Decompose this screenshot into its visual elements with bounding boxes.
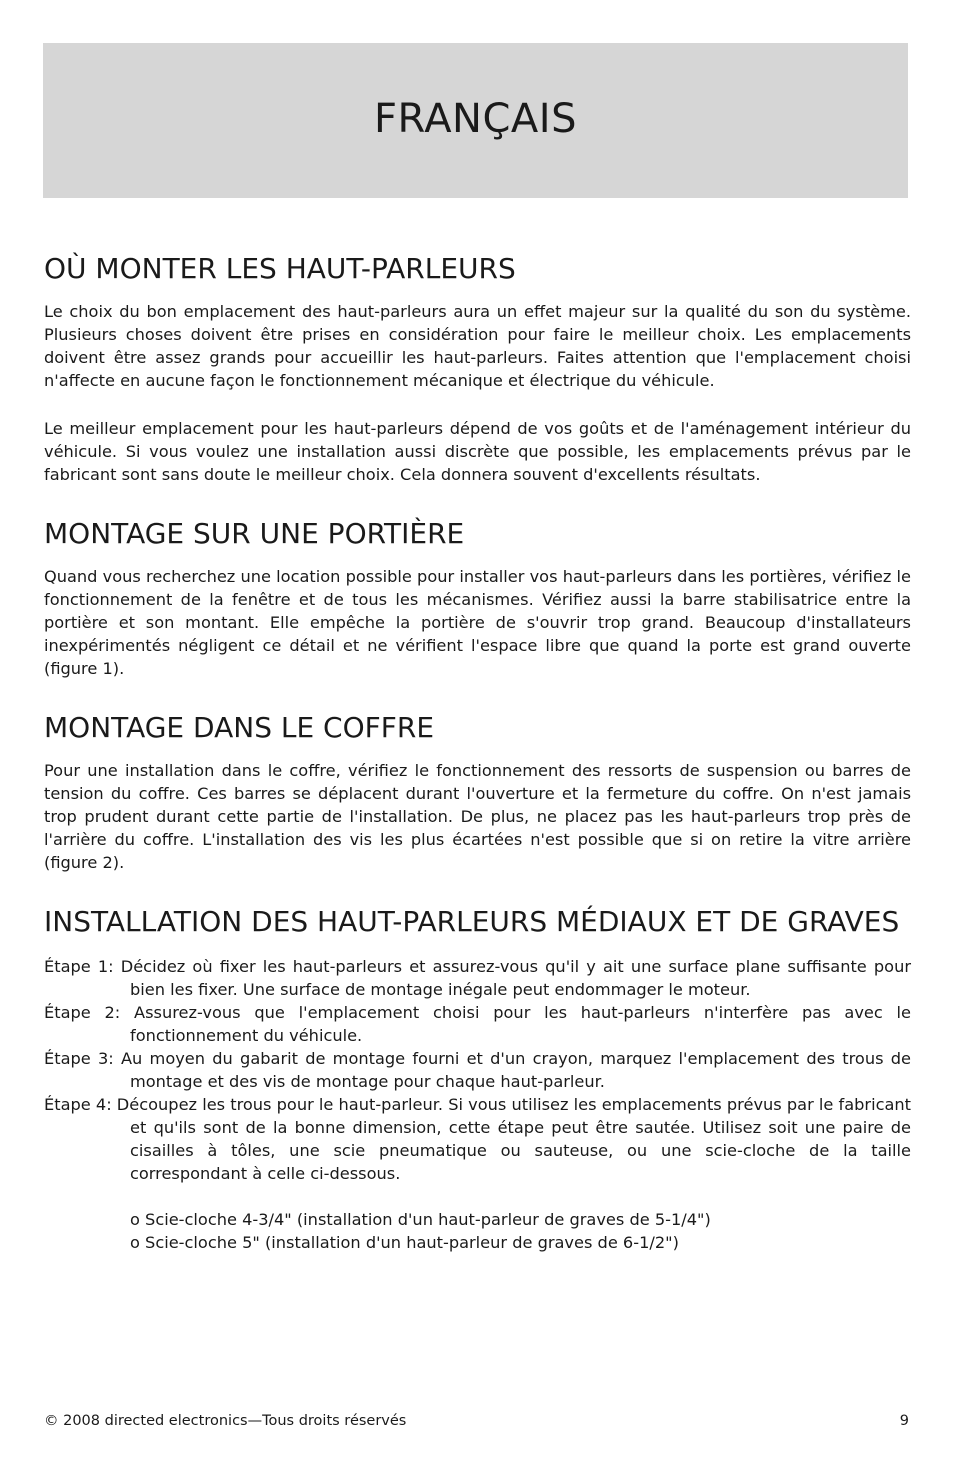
header-banner xyxy=(43,43,908,198)
hole-saw-list xyxy=(44,1208,911,1254)
section-ou-monter xyxy=(44,250,911,486)
page-content xyxy=(44,250,911,1254)
page-number: 9 xyxy=(899,1413,909,1429)
paragraph: Le meilleur emplacement pour les haut-parleurs dépend de vos goûts et de l'aménagement intérieur du véhicule. Si vous voulez une installation aussi discrète que possible, les emplacements prévus par le fabricant sont sans doute le meilleur choix. Cela donnera souvent d'excellents résultats. xyxy=(44,419,911,484)
section-heading: INSTALLATION DES HAUT-PARLEURS MÉDIAUX ET DE GRAVES xyxy=(44,905,900,938)
page-title: FRANÇAIS xyxy=(374,96,577,142)
section-montage-portiere xyxy=(44,515,911,680)
steps-list xyxy=(44,955,911,1185)
step-item: Étape 2: Assurez-vous que l'emplacement choisi pour les haut-parleurs n'interfère pas avec le fonctionnement du véhicule. xyxy=(44,1003,911,1045)
paragraph: Pour une installation dans le coffre, vérifiez le fonctionnement des ressorts de suspension ou barres de tension du coffre. Ces barres se déplacent durant l'ouverture et la fermeture du coffre. On n'est jamais trop prudent durant cette partie de l'installation. De plus, ne placez pas les haut-parleurs trop près de l'arrière du coffre. L'installation des vis les plus écartées n'est possible que si on retire la vitre arrière (figure 2). xyxy=(44,761,911,872)
paragraph: Quand vous recherchez une location possible pour installer vos haut-parleurs dans les portières, vérifiez le fonctionnement de la fenêtre et de tous les mécanismes. Vérifiez aussi la barre stabilisatrice entre la portière et son montant. Elle empêche la portière de s'ouvrir trop grand. Beaucoup d'installateurs inexpérimentés négligent ce détail et ne vérifient l'espace libre que quand la porte est grand ouverte (figure 1). xyxy=(44,567,911,678)
section-heading: MONTAGE DANS LE COFFRE xyxy=(44,711,435,744)
step-item: Étape 1: Décidez où fixer les haut-parleurs et assurez-vous qu'il y ait une surface plane suffisante pour bien les fixer. Une surface de montage inégale peut endommager le moteur. xyxy=(44,957,911,999)
step-item: Étape 3: Au moyen du gabarit de montage fourni et d'un crayon, marquez l'emplacement des trous de montage et des vis de montage pour chaque haut-parleur. xyxy=(44,1049,911,1091)
section-heading: OÙ MONTER LES HAUT-PARLEURS xyxy=(44,252,516,285)
page-footer xyxy=(44,1411,909,1431)
list-item: o Scie-cloche 4-3/4" (installation d'un haut-parleur de graves de 5-1/4") xyxy=(130,1210,711,1229)
section-montage-coffre xyxy=(44,709,911,874)
list-item: o Scie-cloche 5" (installation d'un haut-parleur de graves de 6-1/2") xyxy=(130,1233,679,1252)
step-item: Étape 4: Découpez les trous pour le haut-parleur. Si vous utilisez les emplacements prévus par le fabricant et qu'ils sont de la bonne dimension, cette étape peut être sautée. Utilisez soit une paire de cisailles à tôles, une scie pneumatique ou sauteuse, ou une scie-cloche de la taille correspondant à celle ci-dessous. xyxy=(44,1095,911,1183)
copyright-text: © 2008 directed electronics—Tous droits réservés xyxy=(44,1413,407,1429)
section-installation xyxy=(44,903,911,1254)
paragraph: Le choix du bon emplacement des haut-parleurs aura un effet majeur sur la qualité du son du système. Plusieurs choses doivent être prises en considération pour faire le meilleur choix. Les emplacements doivent être assez grands pour accueillir les haut-parleurs. Faites attention que l'emplacement choisi n'affecte en aucune façon le fonctionnement mécanique et électrique du véhicule. xyxy=(44,302,911,390)
section-heading: MONTAGE SUR UNE PORTIÈRE xyxy=(44,517,465,550)
